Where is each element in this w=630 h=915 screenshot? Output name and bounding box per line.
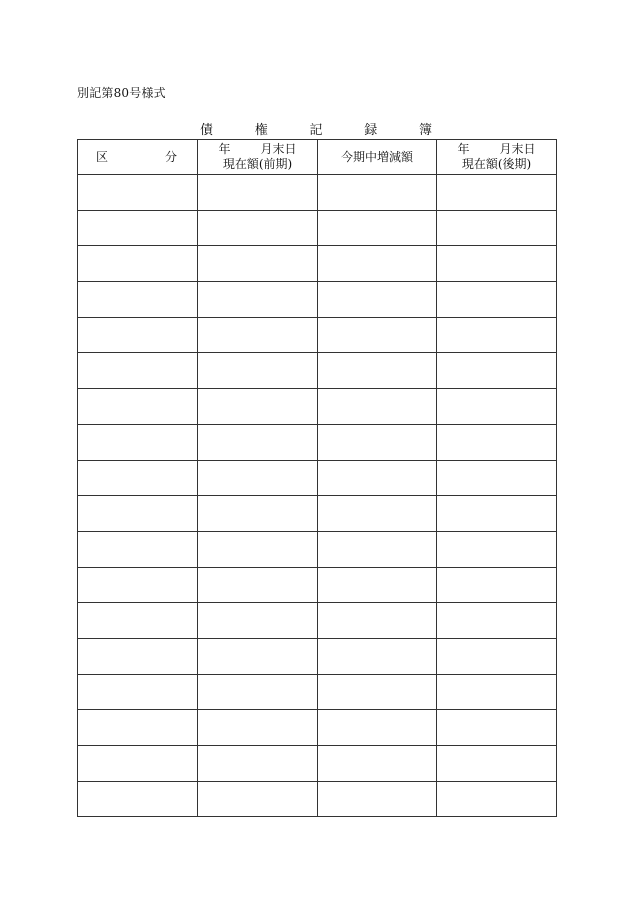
header-previous-label: 現在額(前期) <box>222 157 293 171</box>
table-row <box>78 317 557 353</box>
table-cell[interactable] <box>437 496 557 532</box>
ledger-body <box>78 175 557 817</box>
table-cell[interactable] <box>318 246 437 282</box>
table-row <box>78 710 557 746</box>
table-cell[interactable] <box>318 531 437 567</box>
table-cell[interactable] <box>437 353 557 389</box>
table-row <box>78 175 557 211</box>
table-cell[interactable] <box>78 710 198 746</box>
table-cell[interactable] <box>318 603 437 639</box>
table-cell[interactable] <box>78 531 198 567</box>
table-cell[interactable] <box>437 710 557 746</box>
header-month-end: 月末日 <box>499 142 536 156</box>
table-cell[interactable] <box>78 389 198 425</box>
table-row <box>78 246 557 282</box>
table-row <box>78 567 557 603</box>
table-row <box>78 210 557 246</box>
table-cell[interactable] <box>318 424 437 460</box>
table-cell[interactable] <box>78 674 198 710</box>
table-cell[interactable] <box>437 603 557 639</box>
title-char: 記 <box>309 123 323 138</box>
table-row <box>78 638 557 674</box>
table-cell[interactable] <box>437 567 557 603</box>
header-month-end: 月末日 <box>260 142 297 156</box>
table-cell[interactable] <box>198 246 318 282</box>
table-cell[interactable] <box>198 424 318 460</box>
table-cell[interactable] <box>198 210 318 246</box>
form-number: 別記第80号様式 <box>77 86 166 100</box>
title-char: 録 <box>364 123 378 138</box>
table-cell[interactable] <box>437 317 557 353</box>
header-kubun-char: 分 <box>164 149 177 164</box>
table-cell[interactable] <box>198 567 318 603</box>
table-cell[interactable] <box>437 781 557 817</box>
header-row <box>78 140 557 175</box>
table-cell[interactable] <box>318 317 437 353</box>
table-cell[interactable] <box>437 424 557 460</box>
table-cell[interactable] <box>78 317 198 353</box>
table-cell[interactable] <box>198 175 318 211</box>
table-cell[interactable] <box>198 603 318 639</box>
table-row <box>78 389 557 425</box>
table-cell[interactable] <box>318 674 437 710</box>
header-previous-balance <box>198 140 318 175</box>
table-cell[interactable] <box>318 496 437 532</box>
table-row <box>78 282 557 318</box>
table-cell[interactable] <box>198 496 318 532</box>
header-current-label: 現在額(後期) <box>461 157 532 171</box>
table-cell[interactable] <box>437 460 557 496</box>
table-row <box>78 496 557 532</box>
table-row <box>78 460 557 496</box>
table-cell[interactable] <box>318 746 437 782</box>
table-cell[interactable] <box>198 638 318 674</box>
table-cell[interactable] <box>318 710 437 746</box>
header-year: 年 <box>218 142 231 156</box>
table-cell[interactable] <box>437 674 557 710</box>
header-change <box>318 140 437 175</box>
table-row <box>78 531 557 567</box>
table-cell[interactable] <box>318 638 437 674</box>
table-row <box>78 424 557 460</box>
table-cell[interactable] <box>198 710 318 746</box>
table-cell[interactable] <box>437 389 557 425</box>
table-cell[interactable] <box>78 781 198 817</box>
table-cell[interactable] <box>318 210 437 246</box>
table-cell[interactable] <box>198 389 318 425</box>
title-char: 権 <box>254 123 268 138</box>
table-cell[interactable] <box>198 531 318 567</box>
table-cell[interactable] <box>318 353 437 389</box>
header-kubun-char: 区 <box>96 149 109 164</box>
table-cell[interactable] <box>198 317 318 353</box>
ledger-table <box>77 139 557 817</box>
table-cell[interactable] <box>78 353 198 389</box>
table-row <box>78 353 557 389</box>
table-cell[interactable] <box>437 175 557 211</box>
table-cell[interactable] <box>318 567 437 603</box>
table-cell[interactable] <box>78 282 198 318</box>
table-row <box>78 781 557 817</box>
table-cell[interactable] <box>78 175 198 211</box>
table-cell[interactable] <box>78 246 198 282</box>
table-cell[interactable] <box>318 781 437 817</box>
table-cell[interactable] <box>198 282 318 318</box>
table-cell[interactable] <box>78 424 198 460</box>
table-cell[interactable] <box>437 282 557 318</box>
table-cell[interactable] <box>318 460 437 496</box>
table-cell[interactable] <box>318 389 437 425</box>
table-cell[interactable] <box>78 210 198 246</box>
table-cell[interactable] <box>198 353 318 389</box>
table-cell[interactable] <box>198 674 318 710</box>
table-row <box>78 603 557 639</box>
table-cell[interactable] <box>318 175 437 211</box>
table-cell[interactable] <box>198 460 318 496</box>
table-cell[interactable] <box>437 746 557 782</box>
table-cell[interactable] <box>437 638 557 674</box>
table-cell[interactable] <box>78 603 198 639</box>
table-cell[interactable] <box>318 282 437 318</box>
table-row <box>78 746 557 782</box>
table-cell[interactable] <box>78 638 198 674</box>
header-kubun <box>78 140 198 175</box>
table-cell[interactable] <box>78 496 198 532</box>
header-change-label: 今期中増減額 <box>340 149 413 164</box>
table-cell[interactable] <box>78 567 198 603</box>
header-current-balance <box>437 140 557 175</box>
header-year: 年 <box>457 142 470 156</box>
table-row <box>78 674 557 710</box>
document-title <box>200 119 432 138</box>
table-cell[interactable] <box>198 746 318 782</box>
table-cell[interactable] <box>198 781 318 817</box>
table-cell[interactable] <box>78 460 198 496</box>
table-cell[interactable] <box>78 746 198 782</box>
title-char: 簿 <box>418 123 432 138</box>
table-cell[interactable] <box>437 246 557 282</box>
title-char: 債 <box>200 123 214 138</box>
table-cell[interactable] <box>437 531 557 567</box>
table-cell[interactable] <box>437 210 557 246</box>
